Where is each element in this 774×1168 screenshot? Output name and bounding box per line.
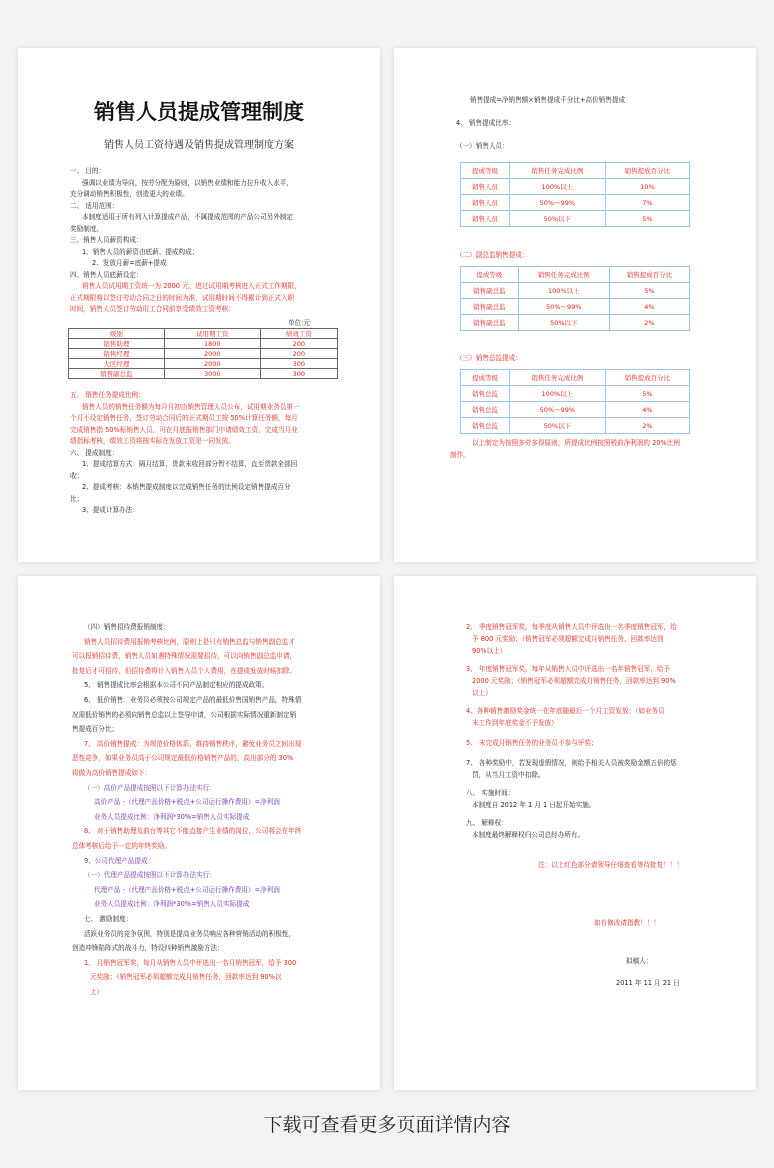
document-date: 2011 年 11 月 21 日 (616, 979, 680, 987)
document-page-3 (18, 576, 380, 1090)
table-cell: 100%以上 (509, 179, 605, 195)
text-line: 4、各种销售激励奖金统一在年底随最后一个月工资发放；（如业务员 (466, 707, 665, 715)
text-line: 1、 月销售冠军奖，每月从销售人员中评选出一名月销售冠军，给予 300 (84, 958, 297, 967)
text-line: 一、 目的： (70, 167, 106, 175)
table-header-cell: 销售任务完成比例 (518, 267, 609, 283)
text-line: 7、 高价销售提成：为规范价格体系，维持销售秩序，避免业务员之间出现 (84, 739, 302, 748)
table-cell: 4% (605, 402, 689, 418)
table-header-cell: 销售提成百分比 (605, 163, 689, 179)
section-heading: 4、 销售提成比率： (456, 119, 516, 127)
text-line: 比； (70, 494, 84, 503)
table-cell: 5% (605, 386, 689, 402)
text-line: 况需低价销售的必须向销售总监以上签导申请，公司根据实际情况重新制定销 (72, 710, 297, 719)
table-header-row (461, 163, 690, 179)
table-cell: 1800 (164, 339, 260, 349)
table-cell: 3000 (164, 369, 260, 379)
text-line: 销售人员试用期工资统一为 2000 元，进过试用期考核进入正式工作期限， (82, 282, 301, 290)
text-line: 奖励制度。 (70, 224, 103, 233)
text-line: 七、 激励制度： (84, 915, 133, 923)
table-header-cell: 提成等级 (461, 370, 510, 386)
document-title: 销售人员提成管理制度 (94, 100, 304, 124)
table-row (461, 179, 690, 195)
table-header-cell: 绩效工资 (260, 329, 337, 339)
unit-label: 单位:元 (288, 319, 311, 327)
table-header-row (461, 370, 690, 386)
table-cell: 50%～99% (509, 195, 605, 211)
text-line: 2000 元奖励；（销售冠军必须超额完成月销售任务，回款率达到 90% (472, 677, 676, 685)
text-line: 收； (70, 471, 84, 480)
table-cell: 销售经理 (69, 349, 165, 359)
text-line: （一）代理产品提成按照以下计算办法实行： (84, 871, 216, 880)
text-line: 创造冲锋陷阵式的战斗力，特设四种销售激励方法： (72, 944, 224, 953)
document-subtitle: 销售人员工资待遇及销售提成管理制度方案 (104, 140, 294, 151)
text-line: 5、 销售提成比率会根据本公司不同产品制定相应的提成政策。 (84, 681, 269, 690)
table-row (461, 299, 690, 315)
table-row (461, 283, 690, 299)
salary-table (68, 328, 338, 379)
rate-group-label: （一）销售人员： (456, 142, 509, 150)
table-cell: 200 (260, 339, 337, 349)
text-line: 可以报销招待费，销售人员如遇特殊情况需要招待，可以向销售副总监申请， (72, 652, 297, 661)
text-line: 代理产品 -（代理产品价格+税点+公司运行操作费用）=净利润 (94, 885, 280, 894)
text-line: 1、提成结算方式：隔月结算，货款未收回部分暂不结算，直至货款全部回 (82, 460, 298, 468)
table-cell: 销售人员 (461, 211, 510, 227)
table-cell: 100%以上 (518, 283, 609, 299)
table-cell: 300 (260, 369, 337, 379)
rate-group-label: （三）销售总监提成： (456, 354, 522, 362)
text-line: 7、 各种奖励中，若发现虚假情况，则给予相关人员被奖励金额五倍的惩 (466, 759, 677, 767)
ask-note: 如有修改请指教！！！ (594, 919, 660, 927)
table-cell: 销售副总监 (461, 299, 519, 315)
text-line: 高价产品 -（代理产品价格+税点+公司运行操作费用）=净利润 (94, 798, 280, 807)
table-cell: 300 (260, 359, 337, 369)
download-hint: 下载可查看更多页面详情内容 (263, 1114, 511, 1136)
text-line: 将做为高价销售提成如下： (72, 769, 152, 777)
text-line: 九、 解释权： (466, 819, 508, 827)
table-cell: 销售总监 (461, 386, 510, 402)
table-cell: 50%以下 (509, 418, 605, 434)
text-line: 总体考核后给予一定的年终奖励。 (72, 842, 171, 850)
table-cell: 2000 (164, 349, 260, 359)
table-cell: 100%以上 (509, 386, 605, 402)
text-line: 上） (90, 988, 104, 996)
text-line: 正式期限将以签订劳动合同之日的时间为准，试用期时间不得累计到正式入职 (70, 293, 295, 302)
text-line: 充分调动销售积极性，创造更大的业绩。 (70, 190, 189, 198)
table-cell: 5% (609, 283, 689, 299)
table-header-row (461, 267, 690, 283)
text-line: 9、公司代理产品提成： (84, 856, 155, 865)
table-cell: 2% (609, 315, 689, 331)
table-cell: 50%～99% (518, 299, 609, 315)
table-row (69, 369, 338, 379)
text-line: 完成销售指 50%标销售人员，可在月底报销售部门申请绩效工资，完成当月业 (70, 425, 298, 434)
text-line: 恶性竞争，如果业务员高于公司规定最低价格销售产品的，高出部分的 30% (72, 754, 294, 763)
table-cell: 50%以下 (518, 315, 609, 331)
table-row (461, 418, 690, 434)
table-row (461, 195, 690, 211)
text-line: 售提成百分比； (72, 725, 119, 734)
commission-formula: 销售提成=净销售额×销售提成千分比+高价销售提成 (470, 96, 626, 104)
table-cell: 7% (605, 195, 689, 211)
table-row (69, 359, 338, 369)
text-line: 本制度适用于所有列入计算提成产品，不属提成范围的产品公司另外制定 (82, 213, 293, 221)
note-line: 以上制定为按照多劳多得原则，所提成比例按照税前净利润的 20%比例 (472, 439, 680, 447)
text-line: 八、 实施时间： (466, 789, 515, 797)
table-cell: 销售副总监 (461, 315, 519, 331)
table-cell: 200 (260, 349, 337, 359)
text-line: 5、 未完成月销售任务的业务员不参与评奖； (466, 739, 598, 747)
rate-group-label: （二）副总监销售提成： (456, 251, 529, 259)
text-line: 业务人员提成比例：净利润*30%=销售人员实际提成 (94, 900, 250, 909)
table-row (461, 386, 690, 402)
text-line: （四）销售招待费报销制度： (84, 623, 170, 631)
table-header-cell: 级别 (69, 329, 165, 339)
text-line: 3、 年度销售冠军奖，每年从销售人员中评选出一名年销售冠军，给予 (466, 665, 671, 673)
text-line: 2、发放月薪=底薪+提成 (92, 259, 167, 267)
text-line: 批复后才可招待，但招待费将计入销售人员个人费用，在提成发放时候扣除。 (72, 666, 297, 675)
table-cell: 销售副总监 (461, 283, 519, 299)
drafter-label: 拟稿人： (626, 957, 653, 965)
text-line: 1、销售人员的薪资由底薪、提成构成； (82, 247, 199, 256)
text-line: 时间，销售人员签订劳动用工合同前享受绩效工资考核： (70, 305, 235, 313)
text-line: 以上） (472, 689, 492, 697)
table-header-cell: 销售提成百分比 (605, 370, 689, 386)
commission-rate-table (460, 266, 690, 331)
text-line: 6、 低价销售：业务员必须按公司规定产品的最低价售国销售产品，特殊情 (84, 696, 302, 704)
text-line: 2、提成考核：本销售提成制度以完成销售任务的比例设定销售提成百分 (82, 483, 291, 491)
commission-rate-table (460, 369, 690, 434)
table-cell: 2000 (164, 359, 260, 369)
table-header-cell: 试用期工资 (164, 329, 260, 339)
text-line: 本制度最终解释权归公司总经办所有。 (472, 831, 585, 839)
table-cell: 销售人员 (461, 195, 510, 211)
text-line: 2、 季度销售冠军奖，每季度从销售人员中评选出一名季度销售冠军，给 (466, 623, 677, 631)
table-cell: 50%～99% (509, 402, 605, 418)
table-cell: 5% (605, 211, 689, 227)
text-line: 业务人员提成比例：净利润*30%=销售人员实际提成 (94, 812, 250, 821)
text-line: 五、 销售任务提成比例： (70, 391, 145, 399)
table-header-cell: 销售任务完成比例 (509, 370, 605, 386)
text-line: 本制度自 2012 年 1 月 1 日起开始实施。 (472, 801, 596, 809)
text-line: 活跃业务员的竞争氛围，特别是提高业务员响应各种营销活动的积极性， (84, 929, 295, 938)
table-cell: 4% (609, 299, 689, 315)
table-cell: 销售副总监 (69, 369, 165, 379)
text-line: （一）高价产品提成按照以下计算办法实行： (84, 783, 216, 792)
table-cell: 50%以下 (509, 211, 605, 227)
table-header-cell: 提成等级 (461, 163, 510, 179)
text-line: 未工作到年底奖金不予发放） (472, 719, 558, 727)
table-cell: 销售总监 (461, 402, 510, 418)
table-cell: 10% (605, 179, 689, 195)
note-line: 制作。 (450, 451, 470, 459)
table-row (461, 315, 690, 331)
text-line: 罚，从当月工资中扣除。 (472, 771, 545, 779)
table-header-cell: 销售提成百分比 (609, 267, 689, 283)
text-line: 8、 对于销售助理及前台等其它不能直接产生业绩的岗位，公司将会在年终 (84, 827, 302, 836)
document-page-1 (18, 48, 380, 562)
table-cell: 销售总监 (461, 418, 510, 434)
table-row (461, 211, 690, 227)
table-cell: 大区经理 (69, 359, 165, 369)
text-line: 销售人员的销售任务额为每月月初由销售管理人员公布，试用期业务员第一 (82, 402, 300, 411)
text-line: 六、 提成制度： (70, 448, 119, 457)
document-page-2 (394, 48, 756, 562)
table-cell: 销售助理 (69, 339, 165, 349)
table-cell: 销售人员 (461, 179, 510, 195)
table-header-cell: 提成等级 (461, 267, 519, 283)
text-line: 3、提成计算办法： (82, 506, 139, 514)
text-line: 强调以业绩为导向，按劳分配为原则，以销售业绩和能力拉升收入水平， (82, 178, 293, 187)
table-header-cell: 销售任务完成比例 (509, 163, 605, 179)
table-cell: 2% (605, 418, 689, 434)
commission-rate-table (460, 162, 690, 227)
text-line: 予 800 元奖励；（销售冠军必须超额完成月销售任务，回款率达到 (472, 635, 664, 643)
text-line: 三、销售人员薪资构成： (70, 236, 143, 244)
text-line: 绩指标考核，绩效工资将按实际在发放工资是一同发放。 (70, 437, 235, 445)
text-line: 元奖励；（销售冠军必须超额完成月销售任务，回款率达到 90%以 (90, 973, 282, 982)
table-row (69, 339, 338, 349)
text-line: 个月不设定销售任务，签订劳动合同后的正式期员工按 50%计算任务额，每月 (70, 414, 298, 422)
text-line: 90%以上） (472, 647, 507, 655)
document-page-4 (394, 576, 756, 1090)
text-line: 销售人员招待费用报销考核比例，原则上是只有销售总监与销售副总监才 (84, 637, 295, 646)
table-row (69, 349, 338, 359)
text-line: 四、销售人员底薪设定： (70, 270, 143, 279)
table-row (461, 402, 690, 418)
red-note: 注：以上红色部分请领导仔细查看等待批复！！！ (538, 861, 684, 869)
table-header-row (69, 329, 338, 339)
text-line: 二、 适用范围： (70, 201, 119, 210)
